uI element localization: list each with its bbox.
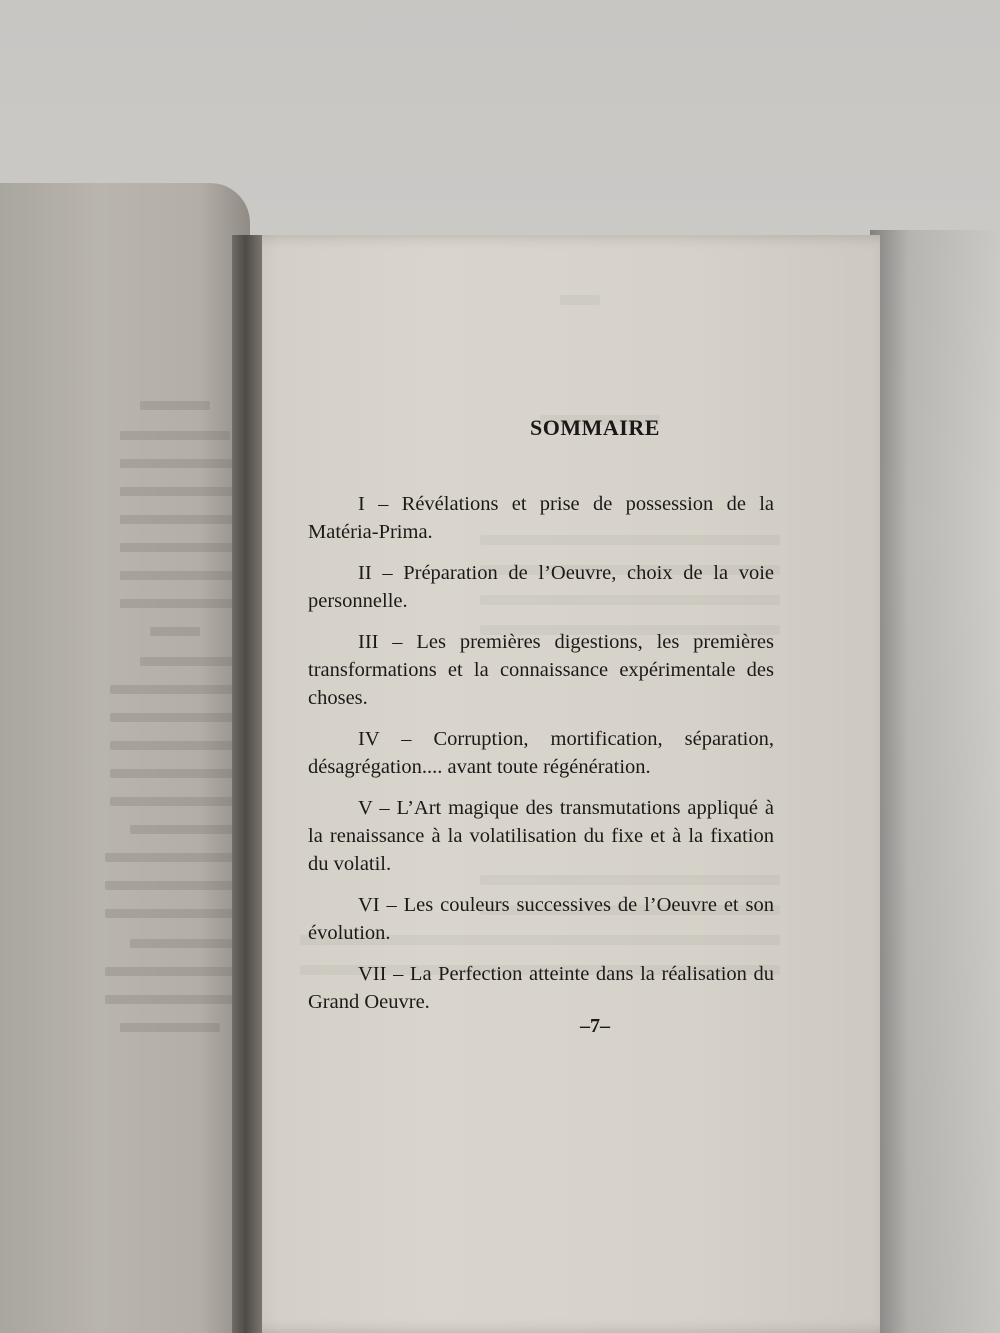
right-page [240, 235, 880, 1333]
table-shadow [870, 230, 1000, 1333]
toc-entry: VII – La Perfection atteinte dans la réalisation du Grand Oeuvre. [308, 963, 774, 1013]
toc-entry: III – Les premières digestions, les premières transformations et la connaissance expérimentale des choses. [308, 631, 774, 709]
toc-entry: II – Préparation de l’Oeuvre, choix de la voie personnelle. [308, 562, 774, 612]
page-number: –7– [580, 1015, 610, 1037]
toc-entry: V – L’Art magique des transmutations appliqué à la renaissance à la volatilisation du fixe et à la fixation du volatil. [308, 797, 774, 875]
book-gutter [232, 235, 262, 1333]
page-title: SOMMAIRE [530, 415, 660, 440]
toc-entry: IV – Corruption, mortification, séparation, désagrégation.... avant toute régénération. [308, 728, 774, 778]
toc-entry: VI – Les couleurs successives de l’Oeuvre et son évolution. [308, 894, 774, 944]
table-of-contents [308, 490, 774, 1029]
bleed-through-text [0, 183, 250, 1333]
toc-entry: I – Révélations et prise de possession de la Matéria-Prima. [308, 493, 774, 543]
left-page [0, 183, 250, 1333]
